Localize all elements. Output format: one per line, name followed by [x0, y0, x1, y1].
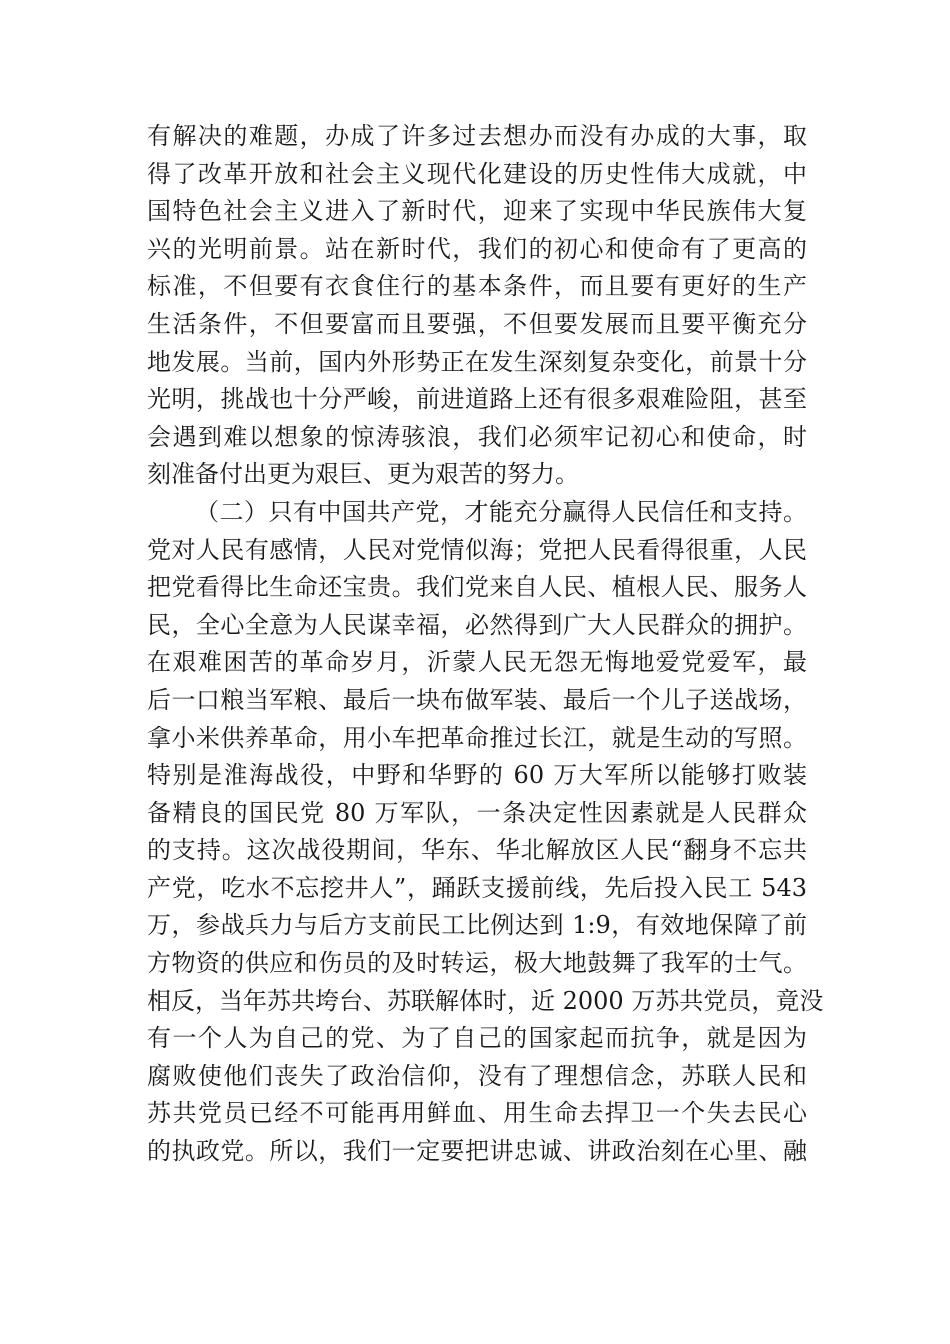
text-line: 相反，当年苏共垮台、苏联解体时，近 2000 万苏共党员，竟没: [147, 986, 824, 1015]
text-line: 在艰难困苦的革命岁月，沂蒙人民无怨无悔地爱党爱军，最: [147, 648, 807, 677]
text-line: 兴的光明前景。站在新时代，我们的初心和使命有了更高的: [147, 234, 807, 263]
text-line: 标准，不但要有衣食住行的基本条件，而且要有更好的生产: [147, 272, 807, 301]
text-line: 万，参战兵力与后方支前民工比例达到 1:9，有效地保障了前: [147, 911, 807, 940]
text-line: 生活条件，不但要富而且要强，不但要发展而且要平衡充分: [147, 309, 807, 338]
section-heading-line: （二）只有中国共产党，才能充分赢得人民信任和支持。: [195, 497, 807, 526]
text-line: 会遇到难以想象的惊涛骇浪，我们必须牢记初心和使命，时: [147, 422, 807, 451]
text-line: 后一口粮当军粮、最后一块布做军装、最后一个儿子送战场，: [147, 685, 807, 714]
text-line: 苏共党员已经不可能再用鲜血、用生命去捍卫一个失去民心: [147, 1099, 807, 1128]
text-line: 刻准备付出更为艰巨、更为艰苦的努力。: [147, 460, 579, 489]
text-line: 国特色社会主义进入了新时代，迎来了实现中华民族伟大复: [147, 197, 807, 226]
text-line: 特别是淮海战役，中野和华野的 60 万大军所以能够打败装: [147, 761, 807, 790]
text-line: 得了改革开放和社会主义现代化建设的历史性伟大成就，中: [147, 159, 807, 188]
text-line: 有解决的难题，办成了许多过去想办而没有办成的大事，取: [147, 122, 807, 150]
paragraph-1: [147, 118, 807, 494]
text-line: 腐败使他们丧失了政治信仰，没有了理想信念，苏联人民和: [147, 1061, 807, 1090]
body-text: [147, 118, 824, 1171]
text-line: 地发展。当前，国内外形势正在发生深刻复杂变化，前景十分: [147, 347, 807, 376]
text-line: 民，全心全意为人民谋幸福，必然得到广大人民群众的拥护。: [147, 610, 807, 639]
text-line: 光明，挑战也十分严峻，前进道路上还有很多艰难险阻，甚至: [147, 385, 807, 414]
text-line: 有一个人为自己的党、为了自己的国家起而抗争，就是因为: [147, 1024, 807, 1053]
paragraph-2: [147, 494, 824, 1171]
text-line: 产党，吃水不忘挖井人”，踊跃支援前线，先后投入民工 543: [147, 873, 807, 902]
text-line: 党对人民有感情，人民对党情似海；党把人民看得很重，人民: [147, 535, 807, 564]
text-line: 方物资的供应和伤员的及时转运，极大地鼓舞了我军的士气。: [147, 949, 807, 978]
text-line: 的支持。这次战役期间，华东、华北解放区人民“翻身不忘共: [147, 836, 807, 865]
text-line: 的执政党。所以，我们一定要把讲忠诚、讲政治刻在心里、融: [147, 1137, 807, 1166]
text-line: 拿小米供养革命，用小车把革命推过长江，就是生动的写照。: [147, 723, 807, 752]
text-line: 把党看得比生命还宝贵。我们党来自人民、植根人民、服务人: [147, 573, 807, 602]
text-line: 备精良的国民党 80 万军队，一条决定性因素就是人民群众: [147, 798, 807, 827]
